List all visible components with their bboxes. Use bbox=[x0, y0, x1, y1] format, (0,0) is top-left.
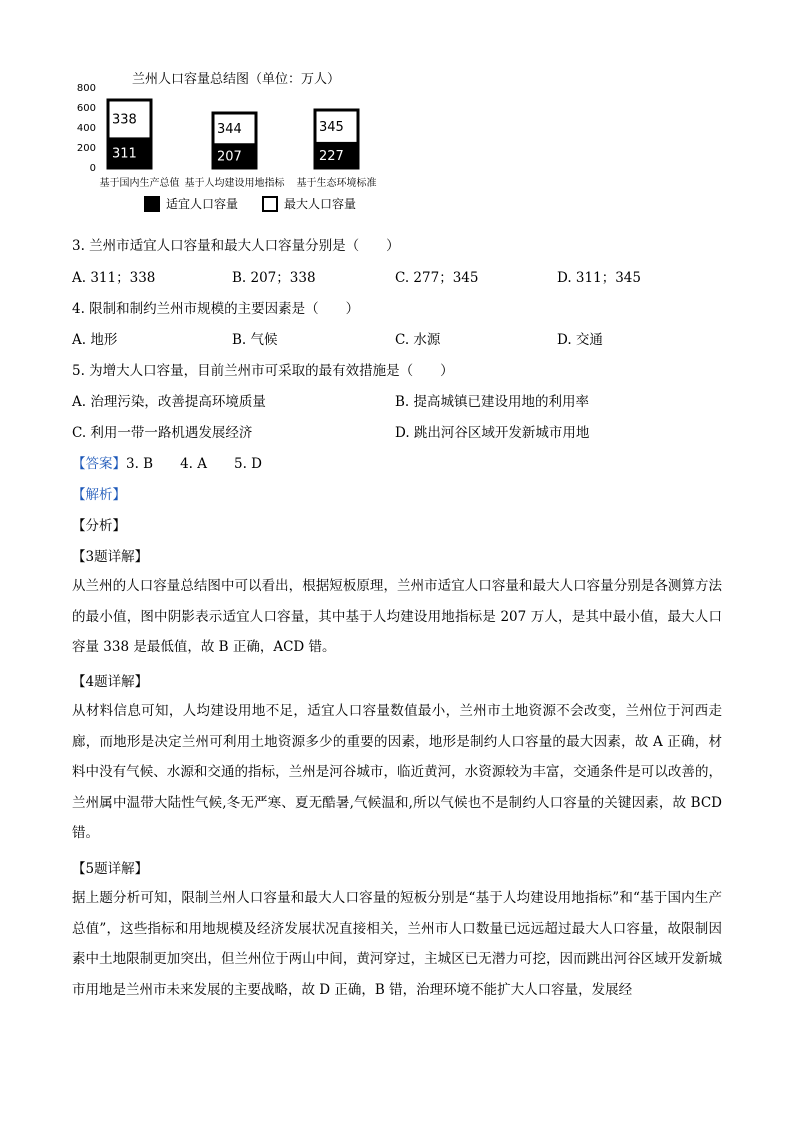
detail-4-text: 从材料信息可知，人均建设用地不足，适宜人口容量数值最小，兰州市土地资源不会改变，兰州位于河西走廊，而地形是决定兰州可利用土地资源多少的重要的因素，地形是制约人口容量的最大因素，故 A 正确，材料中没有气候、水源和交通的指标，兰州是河谷城市，临近黄河，水资源较为丰富，交通条件是可以改善的，兰州属中温带大陆性气候,冬无严寒、夏无酷暑,气候温和,所以气候也不是制约人口容量的关键因素，故 BCD 错。 bbox=[72, 703, 722, 841]
legend-swatch-filled bbox=[144, 196, 160, 212]
x-category-label: 基于国内生产总值 bbox=[99, 178, 180, 189]
q5-option-d: D. 跳出河谷区域开发新城市用地 bbox=[395, 425, 590, 441]
q4-option-a: A. 地形 bbox=[72, 332, 118, 348]
data-label-max: 345 bbox=[319, 119, 344, 135]
detail-5-text: 据上题分析可知，限制兰州人口容量和最大人口容量的短板分别是“基于人均建设用地指标”和“基于国内生产总值”，这些指标和用地规模及经济发展状况直接相关，兰州市人口数量已远远超过最大人口容量，故限制因素中土地限制更加突出，但兰州位于两山中间，黄河穿过，主城区已无潜力可挖，因而跳出河谷区域开发新城市用地是兰州市未来发展的主要战略，故 D 正确，B 错，治理环境不能扩大人口容量，发展经 bbox=[72, 890, 722, 998]
data-label-suitable: 227 bbox=[319, 148, 344, 164]
question-4-stem: 4. 限制和制约兰州市规模的主要因素是（ ） bbox=[72, 301, 360, 317]
y-tick-label: 400 bbox=[76, 123, 96, 134]
y-tick-label: 200 bbox=[76, 143, 96, 154]
q5-option-c: C. 利用一带一路机遇发展经济 bbox=[72, 425, 253, 441]
detail-5-label: 【5题详解】 bbox=[72, 861, 149, 877]
legend-swatch-outline bbox=[262, 196, 278, 212]
chart-title: 兰州人口容量总结图（单位：万人） bbox=[132, 72, 341, 87]
analysis-label: 【解析】 bbox=[72, 487, 126, 503]
y-tick-label: 0 bbox=[89, 163, 96, 174]
fenxi-label: 【分析】 bbox=[72, 518, 126, 534]
answer-label: 【答案】 bbox=[72, 456, 126, 472]
detail-3-text: 从兰州的人口容量总结图中可以看出，根据短板原理，兰州市适宜人口容量和最大人口容量分别是各测算方法的最小值，图中阴影表示适宜人口容量，其中基于人均建设用地指标是 207 万人，是其中最小值，最大人口容量 338 是最低值，故 B 正确，ACD 错。 bbox=[72, 578, 722, 655]
legend-label-max: 最大人口容量 bbox=[284, 197, 357, 211]
y-tick-label: 600 bbox=[76, 103, 96, 114]
legend-label-suitable: 适宜人口容量 bbox=[166, 197, 239, 211]
detail-4-label: 【4题详解】 bbox=[72, 674, 149, 690]
detail-3-label: 【3题详解】 bbox=[72, 549, 149, 565]
x-category-label: 基于生态环境标准 bbox=[296, 178, 377, 189]
q5-option-b: B. 提高城镇已建设用地的利用率 bbox=[395, 394, 590, 410]
q4-option-c: C. 水源 bbox=[395, 332, 441, 348]
population-capacity-chart bbox=[60, 62, 420, 222]
x-category-label: 基于人均建设用地指标 bbox=[184, 178, 285, 189]
q4-option-b: B. 气候 bbox=[232, 332, 278, 348]
y-tick-label: 800 bbox=[76, 83, 96, 94]
q3-option-d: D. 311；345 bbox=[557, 270, 641, 286]
q3-option-b: B. 207；338 bbox=[232, 270, 316, 286]
question-5-stem: 5. 为增大人口容量，目前兰州市可采取的最有效措施是（ ） bbox=[72, 363, 454, 379]
legend-item-suitable bbox=[144, 195, 238, 212]
q3-option-a: A. 311；338 bbox=[72, 270, 156, 286]
data-label-max: 344 bbox=[217, 122, 242, 138]
chart-legend bbox=[144, 195, 380, 212]
legend-item-max bbox=[262, 195, 356, 212]
data-label-suitable: 207 bbox=[217, 149, 242, 165]
data-label-max: 338 bbox=[112, 112, 137, 128]
data-label-suitable: 311 bbox=[112, 146, 137, 162]
q5-option-a: A. 治理污染，改善提高环境质量 bbox=[72, 394, 266, 410]
answer-line bbox=[72, 452, 262, 472]
question-3-stem: 3. 兰州市适宜人口容量和最大人口容量分别是（ ） bbox=[72, 238, 400, 254]
q4-option-d: D. 交通 bbox=[557, 332, 603, 348]
q3-option-c: C. 277；345 bbox=[395, 270, 479, 286]
answer-value: 3. B 4. A 5. D bbox=[126, 456, 263, 472]
